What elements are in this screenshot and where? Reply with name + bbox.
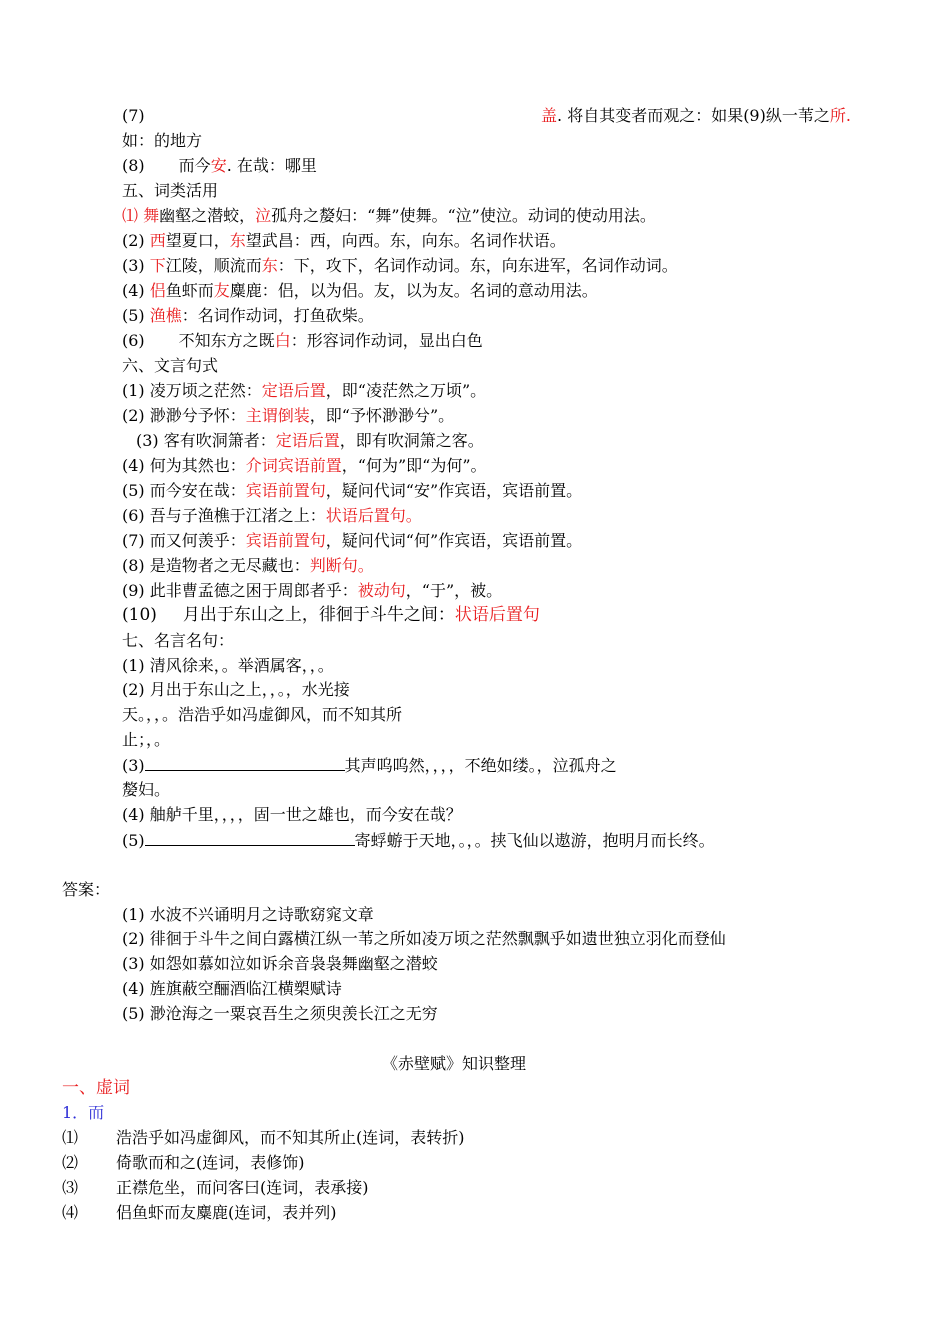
text-line: (7) (122, 106, 145, 125)
emphasis-word: 定语后置 (275, 431, 340, 450)
list-item: (4) 何为其然也：介词宾语前置，“何为”即“为何”。 (122, 456, 487, 475)
emphasis-word: 下 (149, 256, 166, 275)
emphasis-word: 西 (149, 231, 166, 250)
list-item: (4) 侣鱼虾而友麋鹿：侣，以为侣。友，以为友。名词的意动用法。 (122, 281, 598, 300)
emphasis-word: 安 (210, 156, 227, 175)
emphasis-word: 泣 (255, 206, 272, 225)
list-item: (2) 西望夏口，东望武昌：西，向西。东，向东。名词作状语。 (122, 231, 566, 250)
emphasis-word: 东 (229, 231, 246, 250)
list-item: (7) 而又何羡乎：宾语前置句，疑问代词“何”作宾语，宾语前置。 (122, 531, 583, 550)
list-item: ⑴ 浩浩乎如冯虚御风，而不知其所止(连词，表转折) (62, 1128, 465, 1147)
section-heading: 七、名言名句： (122, 631, 235, 650)
answer-line: (4) 旌旗蔽空酾酒临江横槊赋诗 (122, 979, 342, 998)
list-item: ⑶ 正襟危坐，而问客曰(连词，表承接) (62, 1178, 369, 1197)
section-heading: 一、虚词 (62, 1078, 130, 1098)
emphasis-word: 舞 (143, 206, 160, 225)
emphasis-word: 侣 (149, 281, 166, 300)
section-heading: 五、词类活用 (122, 181, 219, 200)
list-item: (5) 而今安在哉：宾语前置句，疑问代词“安”作宾语，宾语前置。 (122, 481, 583, 500)
quote-line: 嫠妇。 (122, 780, 171, 799)
list-item: ⑷ 侣鱼虾而友麋鹿(连词，表并列) (62, 1203, 337, 1222)
answers-label: 答案： (62, 880, 111, 899)
list-item: (3) 客有吹洞箫者：定语后置，即有吹洞箫之客。 (136, 431, 484, 450)
emphasis-word: 东 (261, 256, 278, 275)
quote-line: (1) 清风徐来，。举酒属客，，。 (122, 656, 334, 675)
emphasis-word: 盖 (541, 106, 558, 125)
quote-line: (2) 月出于东山之上，，。，水光接 (122, 680, 350, 699)
text-line: (8) 而今安. 在哉：哪里 (122, 156, 317, 175)
emphasis-word: 被动句 (357, 581, 406, 600)
list-item: (3) 下江陵，顺流而东：下，攻下，名词作动词。东，向东进军，名词作动词。 (122, 256, 678, 275)
quote-line: (3) 其声呜呜然，，，，不绝如缕。，泣孤舟之 (122, 756, 617, 775)
emphasis-word: 定语后置 (261, 381, 326, 400)
subsection-heading: 1．而 (62, 1103, 105, 1122)
emphasis-word: 宾语前置句 (245, 531, 326, 550)
list-item: ⑵ 倚歌而和之(连词，表修饰) (62, 1153, 305, 1172)
emphasis-word: 所 (829, 106, 846, 125)
text-line: 盖. 将自其变者而观之：如果(9)纵一苇之所. (541, 106, 851, 125)
fill-in-blank (145, 755, 345, 771)
emphasis-word: 白 (274, 331, 291, 350)
list-item: (6) 不知东方之既白：形容词作动词，显出白色 (122, 331, 483, 350)
answer-line: (5) 渺沧海之一粟哀吾生之须臾羡长江之无穷 (122, 1004, 438, 1023)
emphasis-word: 判断句。 (309, 556, 374, 575)
list-item: (10) 月出于东山之上，徘徊于斗牛之间：状语后置句 (122, 605, 540, 625)
text-line: 如：的地方 (122, 131, 203, 150)
list-item: (8) 是造物者之无尽藏也：判断句。 (122, 556, 374, 575)
emphasis-word: 状语后置句 (454, 605, 540, 625)
fill-in-blank (145, 830, 355, 846)
quote-line: 天。，，。浩浩乎如冯虚御风，而不知其所 (122, 705, 403, 724)
answer-line: (3) 如怨如慕如泣如诉余音袅袅舞幽壑之潜蛟 (122, 954, 438, 973)
page-title: 《赤壁赋》知识整理 (382, 1054, 527, 1073)
quote-line: 止；，。 (122, 730, 171, 749)
emphasis-word: 宾语前置句 (245, 481, 326, 500)
answer-line: (2) 徘徊于斗牛之间白露横江纵一苇之所如凌万顷之茫然飘飘乎如遗世独立羽化而登仙 (122, 929, 726, 948)
emphasis-word: 渔樵 (149, 306, 182, 325)
emphasis-word: 状语后置句。 (325, 506, 422, 525)
list-item: (2) 渺渺兮予怀：主谓倒装，即“予怀渺渺兮”。 (122, 406, 455, 425)
list-item: ⑴ 舞幽壑之潜蛟，泣孤舟之嫠妇：“舞”使舞。“泣”使泣。动词的使动用法。 (122, 206, 656, 225)
section-heading: 六、文言句式 (122, 356, 219, 375)
emphasis-word: 友 (213, 281, 230, 300)
quote-line: (4) 舳舻千里，，，，固一世之雄也，而今安在哉？ (122, 805, 462, 824)
answer-line: (1) 水波不兴诵明月之诗歌窈窕文章 (122, 905, 374, 924)
list-item: (9) 此非曹孟德之困于周郎者乎：被动句，“于”，被。 (122, 581, 503, 600)
list-item: (1) 凌万顷之茫然：定语后置，即“凌茫然之万顷”。 (122, 381, 487, 400)
emphasis-word: 主谓倒装 (245, 406, 310, 425)
list-item: (5) 渔樵：名词作动词，打鱼砍柴。 (122, 306, 374, 325)
emphasis-word: 介词宾语前置 (245, 456, 342, 475)
quote-line: (5) 寄蜉蝣于天地，。，。挟飞仙以遨游，抱明月而长终。 (122, 831, 715, 850)
list-item: (6) 吾与子渔樵于江渚之上：状语后置句。 (122, 506, 422, 525)
